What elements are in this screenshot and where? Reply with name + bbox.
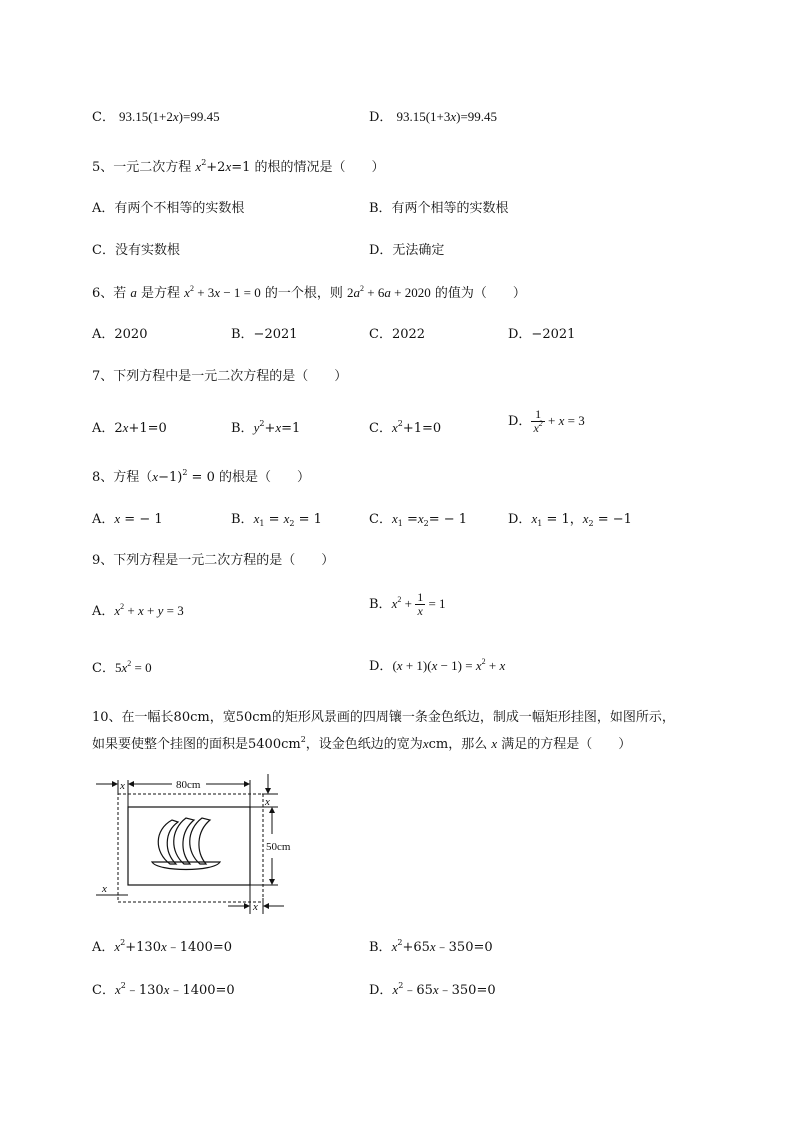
q9-option-b: B．$x^2$ + $\frac{1}{x}$ = 1: [369, 590, 446, 618]
sailboat-drawing: [152, 818, 220, 870]
q5-option-b: B．有两个相等的实数根: [369, 201, 509, 216]
q4-option-c: C． 93.15(1+2x)=99.45: [92, 109, 220, 125]
q8-option-a: A．x = − 1: [92, 511, 163, 527]
q7-option-c: C．$x^2+1=0$: [369, 419, 442, 436]
label-x-top: x: [120, 780, 125, 792]
q5-option-d: D．无法确定: [369, 243, 445, 258]
label-80cm: 80cm: [176, 779, 201, 791]
q7-option-a: A．2x+1=0: [92, 420, 167, 436]
q4-option-c-expr: 93.15(1+2x)=99.45: [118, 109, 220, 124]
q6-option-b: B．−2021: [231, 327, 298, 342]
label-50cm: 50cm: [266, 841, 291, 853]
q7-option-b: B．$y^2+x=1$: [231, 419, 301, 436]
q10-stem-line2: 如果要使整个挂图的面积是$5400cm^2$，设金色纸边的宽为xcm，那么 x 满足的方程是（ ）: [92, 735, 632, 752]
q9-option-a: A．$x^2 + x + y = 3$: [92, 602, 184, 619]
q8-option-c: C．$x_1 =x_2= - 1$: [369, 511, 468, 528]
q8-stem: 8、方程（x−1)$^2$ = 0 的根是（ ）: [92, 468, 310, 485]
q5-option-c: C．没有实数根: [92, 243, 180, 258]
q10-stem-line1: 10、在一幅长80cm，宽50cm的矩形风景画的四周镶一条金色纸边，制成一幅矩形挂图，如图所示，: [92, 710, 675, 725]
q7-stem: 7、下列方程中是一元二次方程的是（ ）: [92, 369, 348, 384]
q8-option-d: D．$x_1 = 1$，$x_2 = -1$: [508, 511, 632, 528]
fraction: $\frac{1}{x^2}$: [533, 407, 543, 435]
q10-option-d: D．$x^2﹣65x﹣350=0$: [369, 981, 496, 998]
q8-option-b: B．$x_1 = x_2 = 1$: [231, 511, 322, 528]
q6-option-a: A．2020: [92, 327, 148, 342]
q7-option-d: D． $\frac{1}{x^2}$ + x = 3: [508, 407, 585, 435]
q10-option-a: A．$x^2+130x﹣1400=0$: [92, 938, 233, 955]
q9-option-d: D．$(x + 1)(x - 1) = x^2 + x$: [369, 657, 506, 674]
q10-option-b: B．$x^2+65x﹣350=0$: [369, 938, 493, 955]
q9-option-c: C．$5x^2 = 0$: [92, 659, 152, 676]
picture-frame-diagram: [94, 772, 294, 917]
label-x-bottom-right: x: [253, 901, 258, 913]
q10-option-c: C．$x^2﹣130x﹣1400=0$: [92, 981, 235, 998]
q5-stem: 5、一元二次方程 $x^2+2x=1$ 的根的情况是（ ）: [92, 158, 385, 175]
q4-option-d-expr: 93.15(1+3x)=99.45: [396, 109, 498, 124]
fraction: $\frac{1}{x}$: [417, 590, 424, 618]
label-x-right: x: [265, 796, 270, 808]
q6-option-d: D．−2021: [508, 327, 576, 342]
q4-option-d: D． 93.15(1+3x)=99.45: [369, 109, 498, 125]
q10-figure: [94, 772, 294, 917]
q9-stem: 9、下列方程是一元二次方程的是（ ）: [92, 553, 335, 568]
q5-option-a: A．有两个不相等的实数根: [92, 201, 245, 216]
q6-stem: 6、若 a 是方程 $x^2 + 3x - 1 = 0$ 的一个根，则 $2a^2 + 6a + 2020$ 的值为（ ）: [92, 284, 526, 301]
label-x-bottom-left: x: [102, 883, 107, 895]
q6-option-c: C．2022: [369, 327, 426, 342]
